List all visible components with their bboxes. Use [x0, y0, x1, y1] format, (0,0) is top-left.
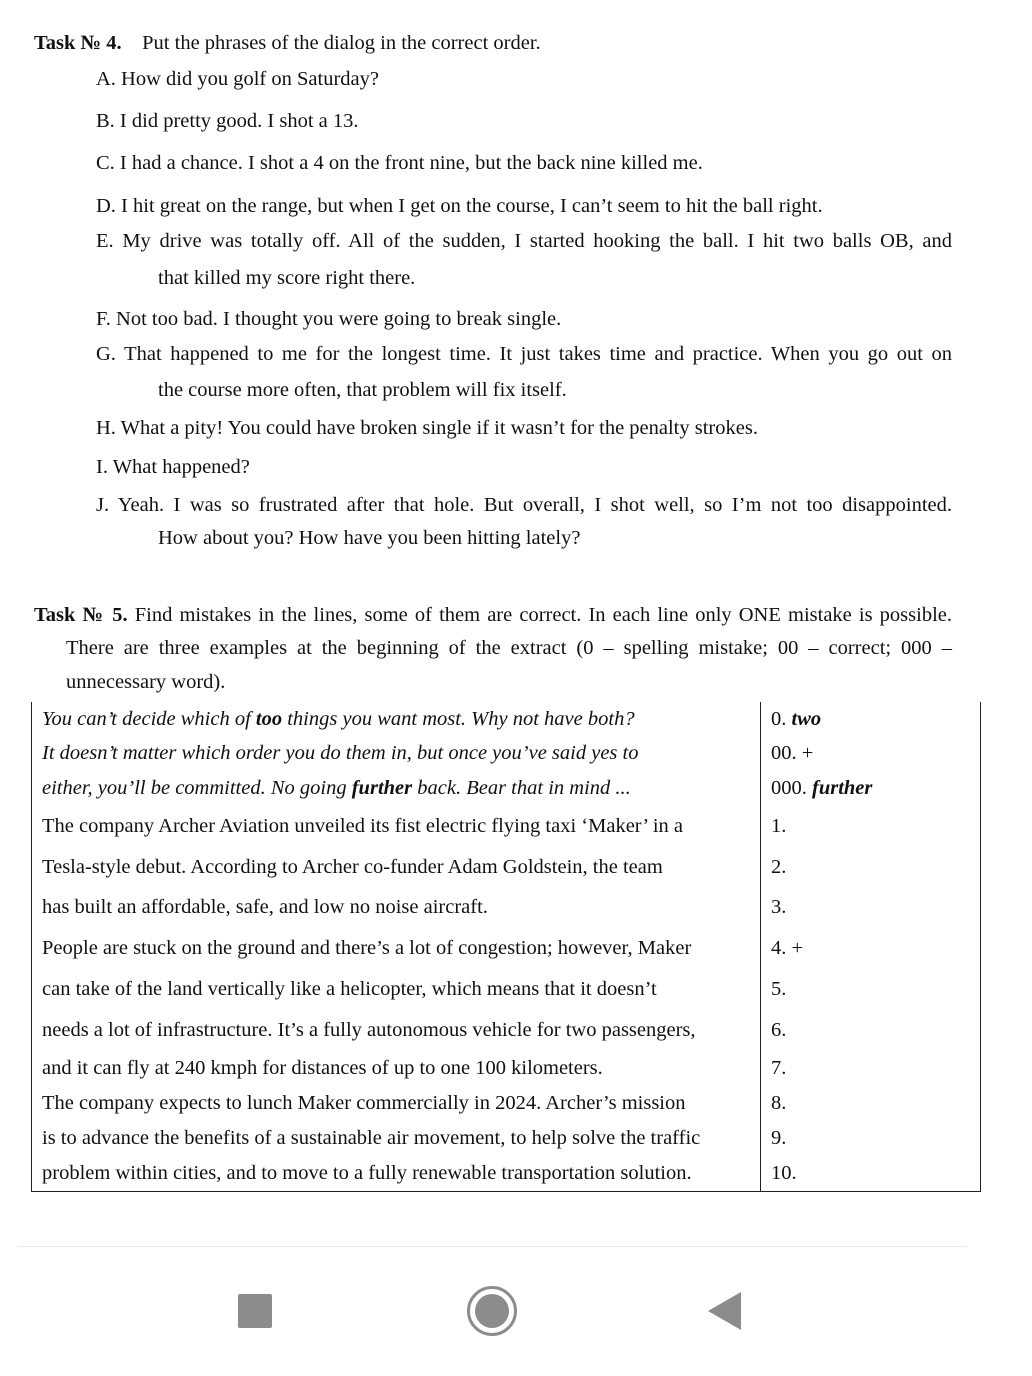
option-g-line2: the course more often, that problem will fix itself. [158, 379, 567, 401]
example-answer: 0. two [761, 702, 981, 736]
answer-cell: 8. [761, 1086, 981, 1121]
circle-home-icon[interactable] [467, 1286, 517, 1336]
table-row [32, 887, 981, 928]
home-inner-dot [475, 1294, 509, 1328]
answer-cell: 6. [761, 1010, 981, 1051]
answer-cell: 1. [761, 806, 981, 847]
option-g-line1: G. That happened to me for the longest time. It just takes time and practice. When you go out on [96, 343, 952, 365]
table-row [32, 1051, 981, 1086]
task5-instruction-line3: unnecessary word). [66, 671, 226, 693]
table-row [32, 1086, 981, 1121]
example-row-0 [32, 702, 981, 736]
task5-label: Task № 5. [34, 604, 128, 626]
line-text: People are stuck on the ground and there’s a lot of congestion; however, Maker [32, 928, 761, 969]
line-text: needs a lot of infrastructure. It’s a fully autonomous vehicle for two passengers, [32, 1010, 761, 1051]
example-text: It doesn’t matter which order you do them in, but once you’ve said yes to [32, 736, 761, 771]
triangle-back-icon[interactable] [708, 1292, 741, 1330]
option-j [96, 494, 952, 517]
line-text: The company Archer Aviation unveiled its fist electric flying taxi ‘Maker’ in a [32, 806, 761, 847]
option-j-line2: How about you? How have you been hitting lately? [158, 527, 581, 549]
task5-instruction-line2: There are three examples at the beginning of the extract (0 – spelling mistake; 00 – correct; 000 – [66, 637, 952, 659]
line-text: and it can fly at 240 kmph for distances of up to one 100 kilometers. [32, 1051, 761, 1086]
table-row [32, 1121, 981, 1156]
answer-cell: 4. + [761, 928, 981, 969]
table-row [32, 969, 981, 1010]
option-g [96, 343, 952, 366]
table-row [32, 1156, 981, 1191]
task4-label: Task № 4. [34, 32, 122, 54]
mistakes-table [31, 702, 981, 1192]
option-e-line2: that killed my score right there. [158, 267, 416, 289]
option-i: I. What happened? [96, 456, 250, 478]
line-text: is to advance the benefits of a sustainable air movement, to help solve the traffic [32, 1121, 761, 1156]
divider [18, 1246, 966, 1247]
example-text: either, you’ll be committed. No going further back. Bear that in mind ... [32, 771, 761, 806]
line-text: can take of the land vertically like a helicopter, which means that it doesn’t [32, 969, 761, 1010]
example-row-00 [32, 736, 981, 771]
option-e [96, 230, 952, 253]
answer-cell: 5. [761, 969, 981, 1010]
option-j-line1: J. Yeah. I was so frustrated after that hole. But overall, I shot well, so I’m not too disappointed. [96, 494, 952, 516]
option-h: H. What a pity! You could have broken single if it wasn’t for the penalty strokes. [96, 417, 758, 439]
task4-instruction: Put the phrases of the dialog in the correct order. [142, 32, 541, 54]
answer-cell: 7. [761, 1051, 981, 1086]
line-text: The company expects to lunch Maker commercially in 2024. Archer’s mission [32, 1086, 761, 1121]
square-icon[interactable] [238, 1294, 272, 1328]
example-row-000 [32, 771, 981, 806]
table-row [32, 1010, 981, 1051]
option-f: F. Not too bad. I thought you were going to break single. [96, 308, 562, 330]
line-text: problem within cities, and to move to a fully renewable transportation solution. [32, 1156, 761, 1191]
answer-cell: 3. [761, 887, 981, 928]
table-row [32, 806, 981, 847]
navigation-bar [0, 1270, 1032, 1354]
option-c: C. I had a chance. I shot a 4 on the front nine, but the back nine killed me. [96, 152, 703, 174]
line-text: has built an affordable, safe, and low no noise aircraft. [32, 887, 761, 928]
task4-heading [34, 32, 541, 55]
option-b: B. I did pretty good. I shot a 13. [96, 110, 359, 132]
task5-heading [34, 604, 952, 627]
example-text: You can’t decide which of too things you want most. Why not have both? [32, 702, 761, 736]
line-text: Tesla-style debut. According to Archer co-funder Adam Goldstein, the team [32, 847, 761, 887]
answer-cell: 2. [761, 847, 981, 887]
example-answer: 00. + [761, 736, 981, 771]
table-row [32, 847, 981, 887]
answer-cell: 9. [761, 1121, 981, 1156]
answer-cell: 10. [761, 1156, 981, 1191]
example-answer: 000. further [761, 771, 981, 806]
option-a: A. How did you golf on Saturday? [96, 68, 379, 90]
option-e-line1: E. My drive was totally off. All of the sudden, I started hooking the ball. I hit two balls OB, and [96, 230, 952, 252]
option-d: D. I hit great on the range, but when I get on the course, I can’t seem to hit the ball right. [96, 195, 823, 217]
table-row [32, 928, 981, 969]
task5-instruction-line1: Find mistakes in the lines, some of them are correct. In each line only ONE mistake is possible. [134, 604, 952, 626]
